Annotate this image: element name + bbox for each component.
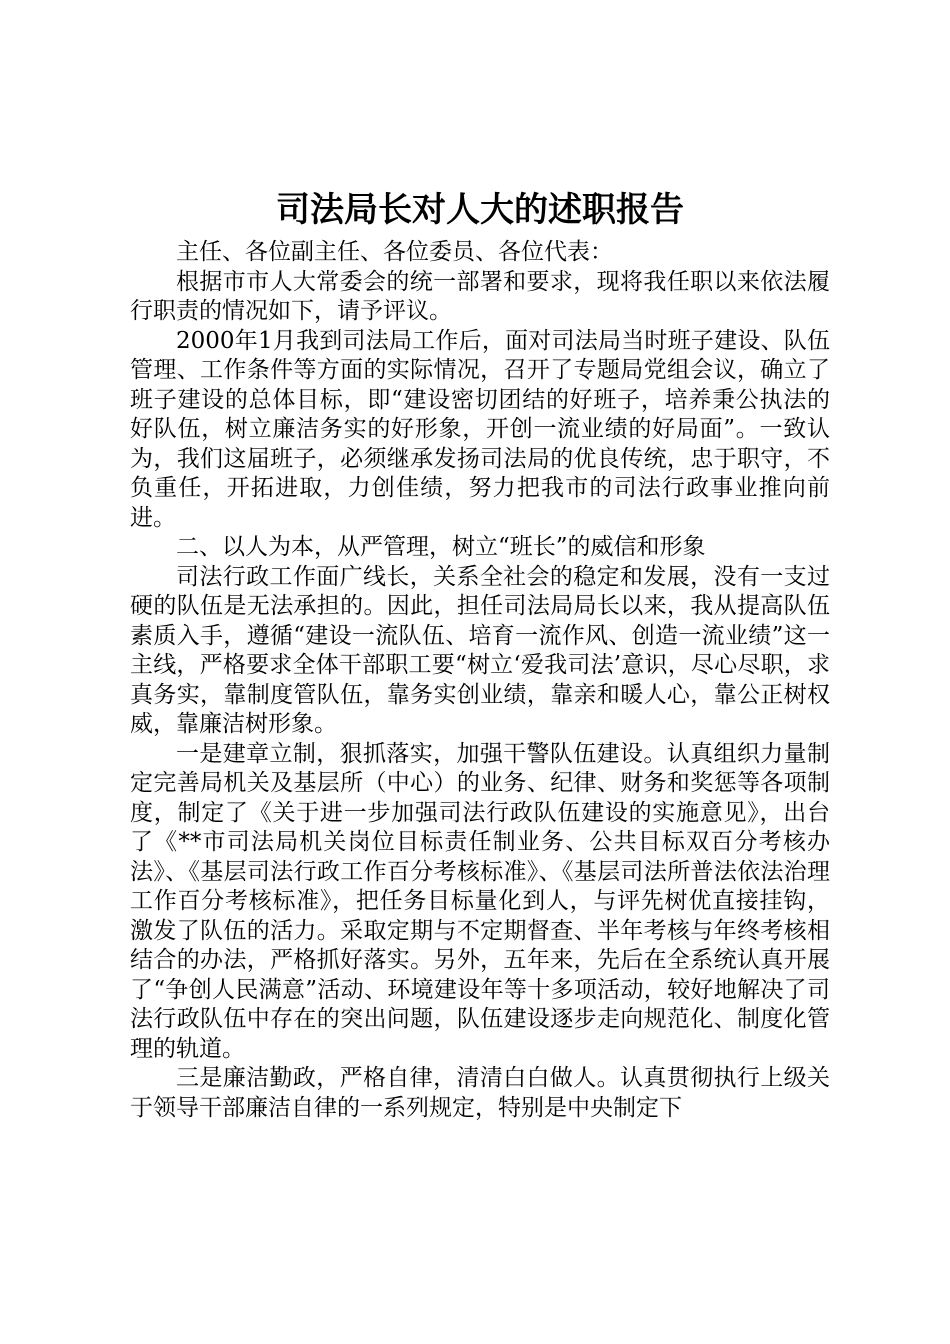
body-paragraph: 2000年1月我到司法局工作后，面对司法局当时班子建设、队伍管理、工作条件等方面的实际情况，召开了专题局党组会议，确立了班子建设的总体目标，即“建设密切团结的好班子，培养秉公执法的好队伍，树立廉洁务实的好形象，开创一流业绩的好局面”。一致认为，我们这届班子，必须继承发扬司法局的优良传统，忠于职守，不负重任，开拓进取，力创佳绩，努力把我市的司法行政事业推向前进。 bbox=[130, 327, 830, 531]
document-title: 司法局长对人大的述职报告 bbox=[276, 190, 684, 230]
body-paragraph: 三是廉洁勤政，严格自律，清清白白做人。认真贯彻执行上级关于领导干部廉洁自律的一系列规定，特别是中央制定下 bbox=[130, 1065, 830, 1121]
body-paragraph: 司法行政工作面广线长，关系全社会的稳定和发展，没有一支过硬的队伍是无法承担的。因此，担任司法局局长以来，我从提高队伍素质入手，遵循“建设一流队伍、培育一流作风、创造一流业绩”这一主线，严格要求全体干部职工要“树立‘爱我司法’意识，尽心尽职，求真务实，靠制度管队伍，靠务实创业绩，靠亲和暖人心，靠公正树权威，靠廉洁树形象。 bbox=[130, 563, 830, 737]
salutation-paragraph: 主任、各位副主任、各位委员、各位代表： bbox=[176, 239, 613, 265]
document-body bbox=[130, 238, 830, 1123]
intro-paragraph: 根据市市人大常委会的统一部署和要求，现将我任职以来依法履行职责的情况如下，请予评议。 bbox=[130, 268, 830, 324]
section-heading: 二、以人为本，从严管理，树立“班长”的威信和形象 bbox=[176, 534, 706, 560]
body-paragraph: 一是建章立制，狠抓落实，加强干警队伍建设。认真组织力量制定完善局机关及基层所（中心）的业务、纪律、财务和奖惩等各项制度，制定了《关于进一步加强司法行政队伍建设的实施意见》，出台了《**市司法局机关岗位目标责任制业务、公共目标双百分考核办法》、《基层司法行政工作百分考核标准》、《基层司法所普法依法治理工作百分考核标准》，把任务目标量化到人，与评先树优直接挂钩，激发了队伍的活力。采取定期与不定期督查、半年考核与年终考核相结合的办法，严格抓好落实。另外，五年来，先后在全系统认真开展了“争创人民满意”活动、环境建设年等十多项活动，较好地解决了司法行政队伍中存在的突出问题，队伍建设逐步走向规范化、制度化管理的轨道。 bbox=[130, 740, 830, 1062]
